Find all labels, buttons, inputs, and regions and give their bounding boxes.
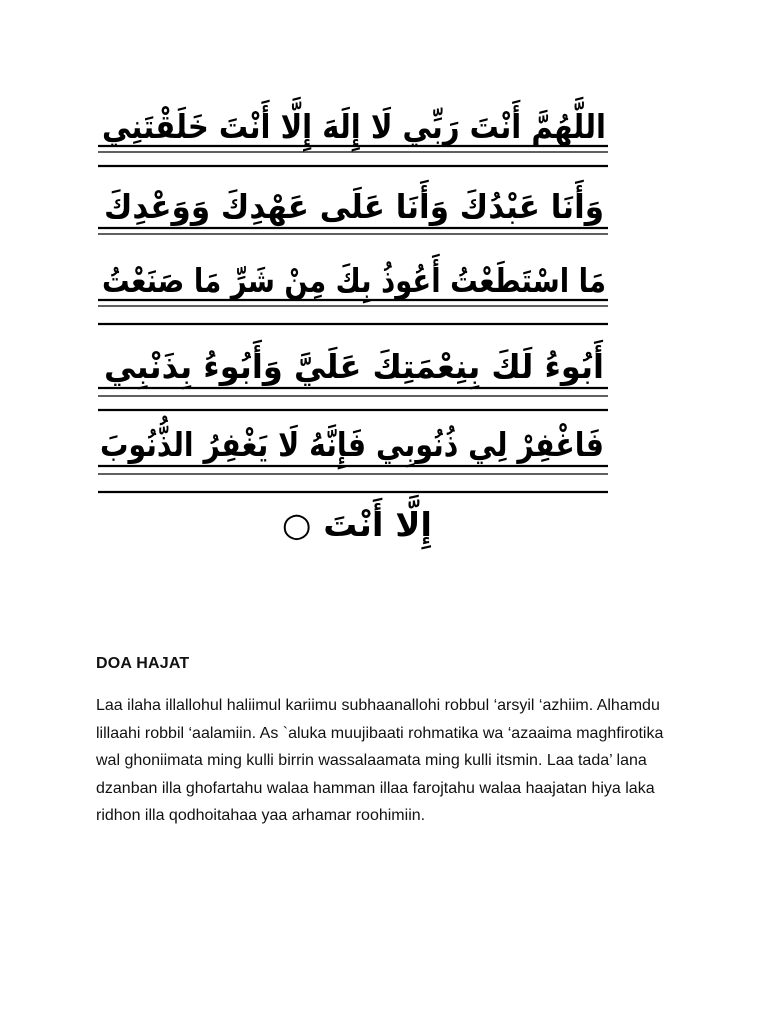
arabic-line-3: مَا اسْتَطَعْتُ أَعُوذُ بِكَ مِنْ شَرِّ مَا صَنَعْتُ [102, 261, 708, 300]
doa-hajat-transliteration: Laa ilaha illallohul haliimul kariimu subhaanallohi robbul ‘arsyil ‘azhiim. Alhamdu lillaahi robbil ‘aalamiin. As `aluka muujibaati rohmatika wa ‘azaaima maghfirotika wal ghoniimata ming kulli birrin wassalaamata ming kulli itsmin. Laa tada’ lana dzanban illa ghofartahu walaa hamman illaa farojtahu walaa haajatan hiya laka ridhon illa qodhoitahaa yaa arhamar roohimiin. [96, 697, 664, 825]
arabic-line-4: أَبُوءُ لَكَ بِنِعْمَتِكَ عَلَيَّ وَأَبُوءُ بِذَنْبِي [104, 347, 619, 386]
arabic-line-2: وَأَنَا عَبْدُكَ وَأَنَا عَلَى عَهْدِكَ وَوَعْدِكَ [104, 187, 636, 226]
doa-hajat-title: DOA HAJAT [96, 655, 190, 672]
arabic-line-6: إِلَّا أَنْتَ ○ [282, 505, 429, 544]
arabic-line-5: فَاغْفِرْ لِي ذُنُوبِي فَإِنَّهُ لَا يَغْفِرُ الذُّنُوبَ [100, 425, 687, 464]
arabic-prayer-svg [96, 88, 708, 548]
arabic-line-1: اللَّهُمَّ أَنْتَ رَبِّي لَا إِلَهَ إِلَّا أَنْتَ خَلَقْتَنِي [102, 107, 675, 146]
arabic-prayer-image [96, 88, 708, 548]
